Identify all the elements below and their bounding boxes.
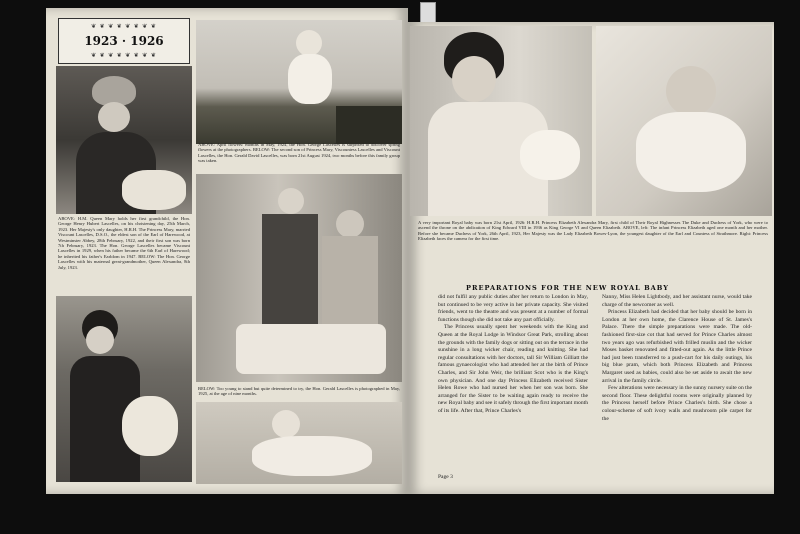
photo-queen-mary — [56, 66, 192, 214]
paragraph: did not fulfil any public duties after her return to London in May, but continued to be very active in her private capacity. She visited friends, went to the theatre and was present at a number of formal functions though she did not take any part officially. — [438, 294, 588, 323]
right-page — [408, 22, 774, 494]
article-title: PREPARATIONS FOR THE NEW ROYAL BABY — [466, 284, 669, 292]
paragraph: Few alterations were necessary in the sunny nursery suite on the second floor. These delightful rooms were originally planned by the Princess herself before Prince Charles's birth. She chose a colour-scheme of soft ivory walls and mushroom pile carpet for the — [602, 385, 752, 422]
caption-queen-mary: ABOVE: H.M. Queen Mary holds her first grandchild, the Hon. George Henry Hubert Lascelles, on his christening day, 25th March, 1923. Her Majesty's only daughter, H.R.H. The Princess Mary, married Viscount Lascelles, D.S.O., the eldest son of the Earl of Harewood, at Westminster Abbey, 28th February, 1922, and their first son was born 7th February, 1923. The Hon. George Lascelles became Viscount Lascelles in 1929, when his father became the 6th Earl of Harewood; he inherited his father's Earldom in 1947. BELOW: The Hon. George Lascelles with his maternal great-grandmother, Queen Alexandra, 8th July, 1923. — [58, 216, 190, 270]
photo-baby-rug — [196, 402, 402, 484]
caption-april-flowers: ABOVE: April flowers: months in May, 1924, the Hon. George Lascelles is surprised to discover spring flowers at the photographers. BELOW: The second son of Princess Mary, Viscountess Lascelles and Viscount Lascelles, the Hon. Gerald David Lascelles, was born 21st August 1924, two months before this family group was taken. — [198, 142, 400, 164]
caption-too-young: BELOW: Too young to stand but quite determined to try, the Hon. Gerald Lascelles is photographed in May, 1925, at the age of nine months. — [198, 386, 400, 397]
photo-april-flowers — [196, 20, 402, 144]
photo-infant-princess — [596, 26, 772, 216]
caption-royal-baby: A very important Royal baby was born 21st April, 1926: H.R.H. Princess Elizabeth Alexandra Mary, first child of Their Royal Highnesses The Duke and Duchess of York, who were to ascend the throne on the abdication of King Edward VIII in 1936 as King George VI and Queen Elizabeth. ABOVE, left: The infant Princess Elizabeth aged one month and her mother. Before she became Duchess of York, 26th April, 1923, Her Majesty was the Lady Elizabeth Bowes-Lyon, the youngest daughter of the Earl and Countess of Strathmore. Right: Princess Elizabeth faces the camera for the first time. — [418, 220, 768, 242]
paragraph: Nanny, Miss Helen Lightbody, and her assistant nurse, would take charge of the newcomer as well. — [602, 294, 752, 308]
article-column-1 — [438, 294, 588, 416]
article-column-2 — [602, 294, 752, 423]
page-number: Page 3 — [438, 474, 453, 480]
paragraph: The Princess usually spent her weekends with the King and Queen at the Royal Lodge in Windsor Great Park, strolling about the grounds with the family dogs or sitting out on the terrace in the sunshine in a long wicker chair, reading and knitting. She had regular consultations with her doctors, tall Sir William Gilliatt the famous gynaecologist who had attended her at the birth of Prince Charles, and Sir John Weir, the brilliant Scot who is the King's own physician. And one day Princess Elizabeth received Sister Helen Rowe who had nursed her when her son was born. She arranged for the Sister to be waiting again ready to receive the new Royal baby and see it safely through the first important month of its life. After that, Prince Charles's — [438, 324, 588, 414]
photo-queen-alexandra — [56, 296, 192, 482]
paragraph: Princess Elizabeth had decided that her baby should be born in London at her own home, the Clarence House of St. James's Palace. There the simple preparations were made. The old-fashioned first-size cot that had served for Prince Charles almost two years ago was refurbished with frilled muslin and the wicker Moses basket renovated and fitted-out again. As the little Prince had just been transferred to a push-cart for his daily outings, his big blue pram, which both Princess Elizabeth and Princess Margaret used as babies, could also be set aside to await the new arrival in the family circle. — [602, 309, 752, 384]
years-title: 1923 · 1926 — [84, 34, 164, 48]
ornament-top: ❦ ❦ ❦ ❦ ❦ ❦ ❦ ❦ — [91, 24, 157, 30]
years-header — [58, 18, 190, 64]
photo-family-group — [196, 174, 402, 382]
photo-duchess-and-baby — [410, 26, 592, 216]
left-page — [46, 8, 408, 494]
ornament-bottom: ❦ ❦ ❦ ❦ ❦ ❦ ❦ ❦ — [91, 53, 157, 59]
